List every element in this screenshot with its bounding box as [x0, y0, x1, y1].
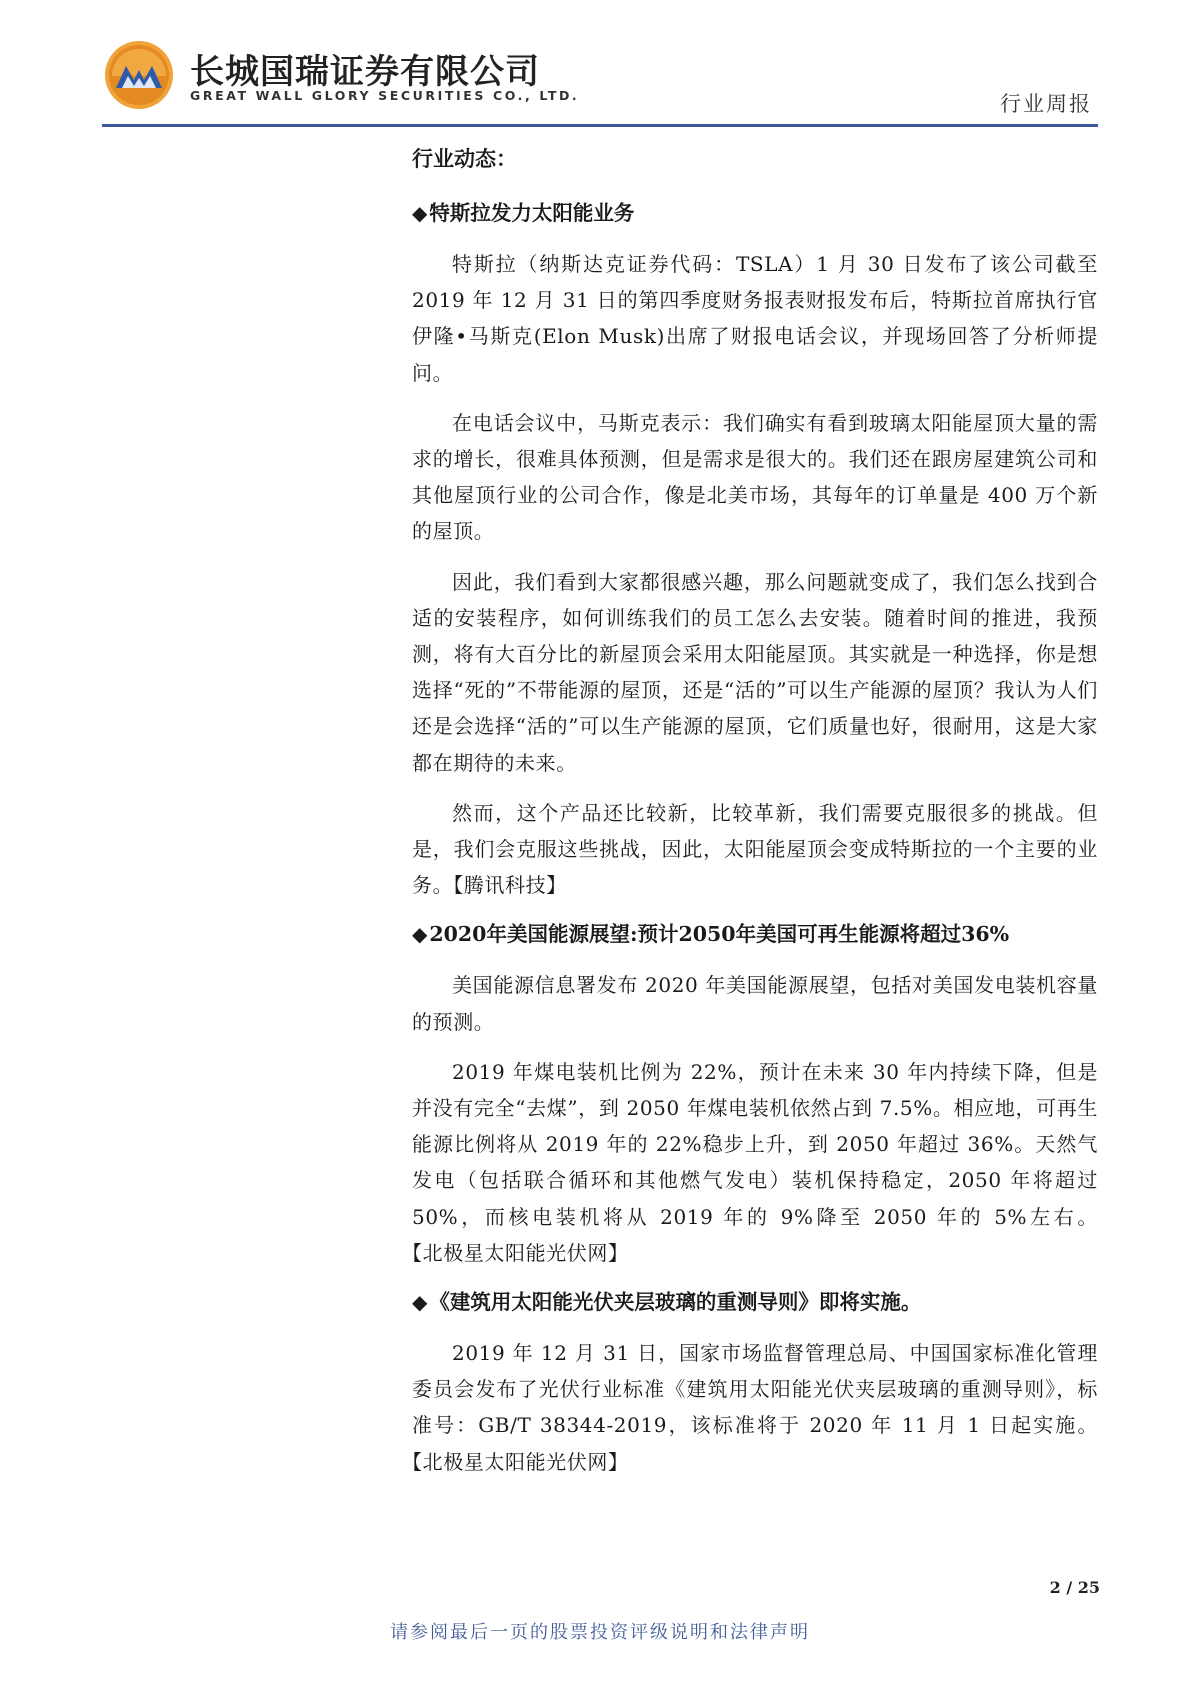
- news-paragraph: [412, 967, 1098, 1039]
- page-number: 2 / 25: [1049, 1578, 1100, 1597]
- news-item-heading: [412, 917, 1098, 951]
- paragraph-text: 在电话会议中，马斯克表示：我们确实有看到玻璃太阳能屋顶大量的需求的增长，很难具体预测，但是需求是很大的。我们还在跟房屋建筑公司和其他屋顶行业的公司合作，像是北美市场，其每年的订单量是 400 万个新的屋顶。: [412, 410, 1098, 544]
- news-item-heading: [412, 1285, 1098, 1319]
- news-item-heading-text: 《建筑用太阳能光伏夹层玻璃的重测导则》即将实施。: [429, 1290, 922, 1315]
- paragraph-text: 因此，我们看到大家都很感兴趣，那么问题就变成了，我们怎么找到合适的安装程序，如何训练我们的员工怎么去安装。随着时间的推进，我预测，将有大百分比的新屋顶会采用太阳能屋顶。其实就是一种选择，你是想选择“死的”不带能源的屋顶，还是“活的”可以生产能源的屋顶？我认为人们还是会选择“活的”可以生产能源的屋顶，它们质量也好，很耐用，这是大家都在期待的未来。: [412, 569, 1098, 775]
- news-paragraph: [412, 1054, 1098, 1271]
- footer-disclaimer: 请参阅最后一页的股票投资评级说明和法律声明: [390, 1622, 810, 1643]
- paragraph-text: 2019 年 12 月 31 日，国家市场监督管理总局、中国国家标准化管理委员会发布了光伏行业标准《建筑用太阳能光伏夹层玻璃的重测导则》，标准号：GB/T 38344-2019，该标准将于 2020 年 11 月 1 日起实施。: [412, 1341, 1098, 1438]
- diamond-bullet-icon: ◆: [412, 1290, 428, 1315]
- company-name-cn: 长城国瑞证券有限公司: [190, 52, 540, 92]
- paragraph-text: 2019 年煤电装机比例为 22%，预计在未来 30 年内持续下降，但是并没有完全“去煤”，到 2050 年煤电装机依然占到 7.5%。相应地，可再生能源比例将从 2019 年的 22%稳步上升，到 2050 年超过 36%。天然气发电（包括联合循环和其他燃气发电）装机保持稳定，2050 年将超过 50%，而核电装机将从 2019 年的 9%降至 2050 年的 5%左右。: [412, 1059, 1098, 1229]
- news-item: [412, 1285, 1098, 1480]
- source-tag: 【北极星太阳能光伏网】: [412, 1240, 629, 1265]
- source-tag: 【北极星太阳能光伏网】: [412, 1449, 629, 1474]
- diamond-bullet-icon: ◆: [412, 922, 428, 947]
- news-item: [412, 196, 1098, 903]
- main-content: [412, 144, 1098, 1494]
- section-title: 行业动态：: [412, 147, 517, 171]
- report-type-label: 行业周报: [1000, 92, 1092, 116]
- news-paragraph: [412, 795, 1098, 904]
- news-paragraph: [412, 405, 1098, 550]
- company-name-en: GREAT WALL GLORY SECURITIES CO., LTD.: [190, 88, 580, 103]
- news-paragraph: [412, 1335, 1098, 1480]
- paragraph-text: 特斯拉（纳斯达克证券代码：TSLA）1 月 30 日发布了该公司截至 2019 年 12 月 31 日的第四季度财务报表财报发布后，特斯拉首席执行官伊隆•马斯克(Elon Musk)出席了财报电话会议，并现场回答了分析师提问。: [412, 252, 1098, 385]
- great-wall-logo-icon: [104, 40, 174, 110]
- news-item-heading-text: 特斯拉发力太阳能业务: [429, 201, 635, 225]
- news-item: [412, 917, 1098, 1271]
- header-divider: [102, 124, 1098, 127]
- news-item-heading-text: 2020年美国能源展望:预计2050年美国可再生能源将超过36%: [429, 922, 1010, 947]
- news-paragraph: [412, 564, 1098, 781]
- paragraph-text: 美国能源信息署发布 2020 年美国能源展望，包括对美国发电装机容量的预测。: [412, 973, 1098, 1034]
- news-paragraph: [412, 246, 1098, 391]
- page-header: [0, 0, 1200, 130]
- paragraph-text: 然而，这个产品还比较新，比较革新，我们需要克服很多的挑战。但是，我们会克服这些挑战，因此，太阳能屋顶会变成特斯拉的一个主要的业务。: [412, 800, 1098, 898]
- diamond-bullet-icon: ◆: [412, 201, 428, 225]
- news-item-heading: [412, 196, 1098, 230]
- source-tag: 【腾讯科技】: [453, 873, 567, 898]
